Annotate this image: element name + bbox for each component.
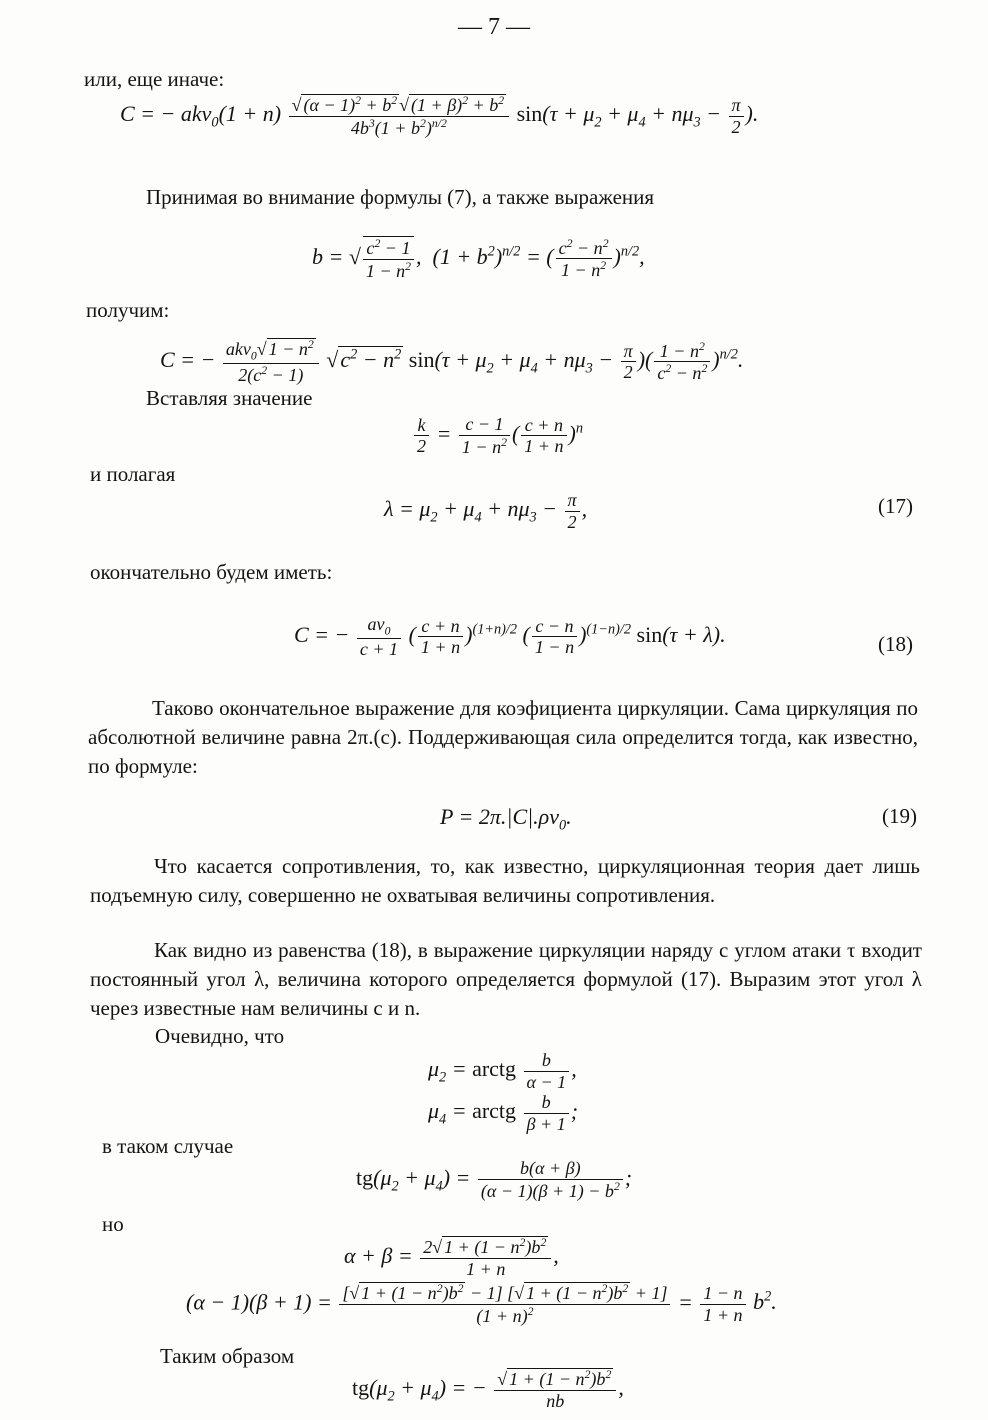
text-line-inserting-value: Вставляя значение [146,386,313,410]
text-line-finally-we-have: окончательно будем иметь: [90,560,333,584]
formula-tangent-sum-2: $tg(\mu_2 + \mu_4)$ = − $\frac{√ 1 + (1 - n^2)b^2}{nb}$ , [352,1368,624,1411]
text-line-but: но [102,1212,124,1236]
text-line-or-otherwise: или, еще иначе: [84,67,225,91]
text-line-taking-into-account: Принимая во внимание формулы (7), а также выражения [146,185,655,209]
equation-number-19: (19) [882,804,917,828]
formula-mu2: $\mu_2$ = arctg $\frac{b}{\alpha - 1}$ , [428,1050,577,1092]
formula-lambda: $\lambda = \mu_2 + \mu_4 + n\mu_3$ − $\frac{\pi}{2}$ , [384,490,588,532]
text-line-in-this-case: в таком случае [102,1134,234,1158]
text-line-thus: Таким образом [160,1344,295,1368]
formula-k-half: $\frac{k}{2}$ = $\frac{c - 1}{1 - n^2}$ ( $\frac{c + n}{1 + n}$ )$^n$ [412,414,583,458]
paragraph-resistance: Что касается сопротивления, то, как известно, циркуляционная теория дает лишь подъемную силу, совершенно не охватывая величины сопротивления. [90,854,920,907]
formula-circulation-final: C = − $\frac{av_0}{c + 1}$ ( $\frac{c + n}{1 + n}$ )$^{(1+n)/2}$ ( $\frac{c - n}{1 - n}$ )$^{(1-n)/2}$ sin(τ + λ). [294,614,726,660]
formula-alpha-beta-sum: α + β = $\frac{2√ 1 + (1 - n^2)b^2}{1 + n}$ , [344,1236,559,1279]
formula-circulation-coefficient-2: C = − $\frac{akv_0√ 1 - n^2}{2(c^2 - 1)}$ $√c^2 - n^2$ $\sin(\tau + \mu_2 + \mu_4 + n\mu_3$ − $\frac{\pi}{2}$ )( $\frac{1 - n^2}{c^2 - n^2}$ )$^{n/2}$. [160,338,744,386]
formula-mu4: $\mu_4$ = arctg $\frac{b}{\beta + 1}$ ; [428,1092,579,1134]
formula-circulation-coefficient-1: C = − akv$_0$(1 + n) $\frac{√ (\alpha - 1)^2 + b^2 √ (1 + \beta)^2 + b^2}{4b^3(1 + b^2)^{n/2}}$ $\sin(\tau + \mu_2 + \mu_4 + n\mu_3$ − $\frac{\pi}{2}$ ). [120,94,759,138]
formula-lift-force: $P = 2\pi.|C|.\rho v_0$. [440,804,572,834]
equation-number-17: (17) [878,494,913,518]
paragraph-angle-lambda: Как видно из равенства (18), в выражение циркуляции наряду с углом атаки τ входит постоянный угол λ, величина которого определяется формулой (17). Выразим этот угол λ через известные нам величины c и n. [90,938,922,1020]
equation-number-18: (18) [878,632,913,656]
text-line-we-get: получим: [86,298,170,322]
formula-b-definition: b = √ $\frac{c^2 - 1}{1 - n^2}$ , $(1 + b^2)^{n/2}$ = ( $\frac{c^2 - n^2}{1 - n^2}$ )$^{n/2}$, [312,236,645,281]
formula-tangent-sum-1: $tg(\mu_2 + \mu_4)$ = $\frac{b(\alpha + \beta)}{(\alpha - 1)(\beta + 1) - b^2}$ ; [356,1158,633,1201]
page-number: — 7 — [458,14,530,40]
formula-alpha-beta-product: (α − 1)(β + 1) = $\frac{[√ 1 + (1 - n^2)b^2 - 1] [√ 1 + (1 - n^2)b^2 + 1]}{(1 + n)^2}$ = $\frac{1 - n}{1 + n}$ $b^2$. [186,1282,777,1326]
paragraph-final-expression: Таково окончательное выражение для коэфициента циркуляции. Сама циркуляция по абсолютной величине равна 2π.(c). Поддерживающая сила определится тогда, как известно, по формуле: [88,696,918,778]
text-line-obviously: Очевидно, что [155,1024,285,1048]
text-line-and-setting: и полагая [90,462,176,486]
